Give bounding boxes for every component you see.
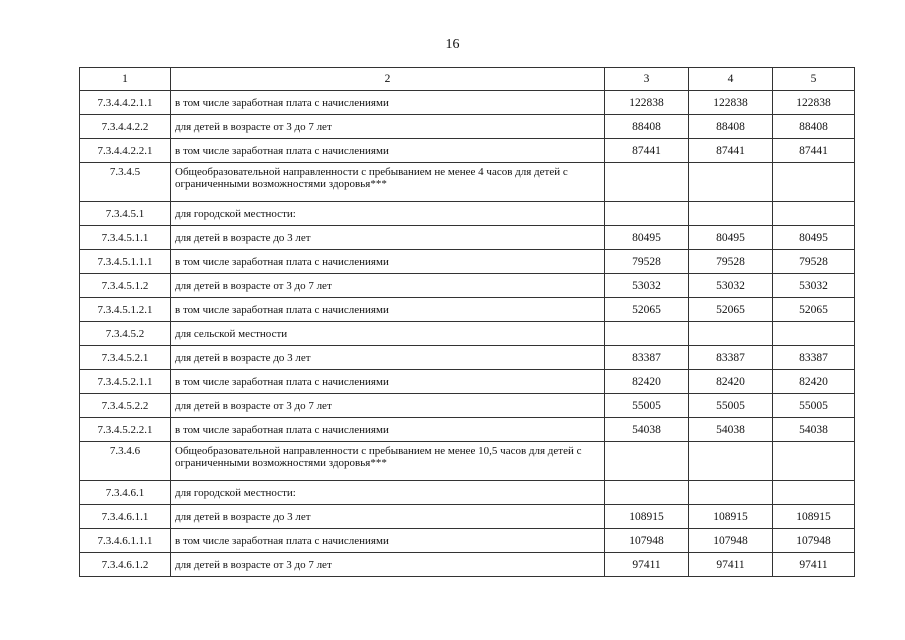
row-code-cell: 7.3.4.5.2.1 <box>80 346 171 370</box>
row-value-col4: 52065 <box>689 298 773 322</box>
row-value-col3: 52065 <box>605 298 689 322</box>
row-code-cell: 7.3.4.5.1.2 <box>80 274 171 298</box>
row-value-col4: 122838 <box>689 91 773 115</box>
row-code-cell: 7.3.4.6.1.2 <box>80 553 171 577</box>
row-value-col3: 53032 <box>605 274 689 298</box>
page-number: 16 <box>445 37 460 52</box>
header-cell-4: 4 <box>689 68 773 91</box>
row-code-cell: 7.3.4.5.2 <box>80 322 171 346</box>
table-row <box>80 553 855 577</box>
row-value-col3: 87441 <box>605 139 689 163</box>
row-description-cell: для детей в возрасте от 3 до 7 лет <box>171 115 605 139</box>
row-description-cell: в том числе заработная плата с начислениями <box>171 139 605 163</box>
row-description-cell: для детей в возрасте от 3 до 7 лет <box>171 274 605 298</box>
table-row <box>80 529 855 553</box>
table-row <box>80 370 855 394</box>
row-value-col3 <box>605 481 689 505</box>
row-description-cell: Общеобразовательной направленности с пребыванием не менее 4 часов для детей с ограниченными возможностями здоровья*** <box>171 163 605 202</box>
row-value-col5: 80495 <box>773 226 855 250</box>
table-row <box>80 481 855 505</box>
row-description-cell: для городской местности: <box>171 202 605 226</box>
table-row <box>80 226 855 250</box>
row-value-col5: 88408 <box>773 115 855 139</box>
table-row <box>80 346 855 370</box>
row-value-col4: 87441 <box>689 139 773 163</box>
header-cell-5: 5 <box>773 68 855 91</box>
table-row <box>80 91 855 115</box>
row-description-cell: для детей в возрасте от 3 до 7 лет <box>171 394 605 418</box>
row-description-cell: для детей в возрасте до 3 лет <box>171 346 605 370</box>
header-cell-2: 2 <box>171 68 605 91</box>
row-value-col4: 80495 <box>689 226 773 250</box>
header-cell-1: 1 <box>80 68 171 91</box>
row-value-col3: 97411 <box>605 553 689 577</box>
row-description-cell: для детей в возрасте от 3 до 7 лет <box>171 553 605 577</box>
row-code-cell: 7.3.4.4.2.2 <box>80 115 171 139</box>
row-value-col4: 97411 <box>689 553 773 577</box>
row-value-col3: 108915 <box>605 505 689 529</box>
row-description-cell: для сельской местности <box>171 322 605 346</box>
row-code-cell: 7.3.4.5 <box>80 163 171 202</box>
row-code-cell: 7.3.4.4.2.1.1 <box>80 91 171 115</box>
row-value-col3 <box>605 202 689 226</box>
row-value-col4: 55005 <box>689 394 773 418</box>
row-value-col3: 80495 <box>605 226 689 250</box>
row-value-col5: 87441 <box>773 139 855 163</box>
table-row <box>80 394 855 418</box>
row-code-cell: 7.3.4.5.1.2.1 <box>80 298 171 322</box>
row-value-col4 <box>689 442 773 481</box>
row-description-cell: в том числе заработная плата с начислениями <box>171 370 605 394</box>
row-code-cell: 7.3.4.5.2.2.1 <box>80 418 171 442</box>
table-row <box>80 274 855 298</box>
row-description-cell: для детей в возрасте до 3 лет <box>171 505 605 529</box>
row-value-col5: 54038 <box>773 418 855 442</box>
row-value-col4: 79528 <box>689 250 773 274</box>
row-value-col3: 122838 <box>605 91 689 115</box>
row-description-cell: Общеобразовательной направленности с пребыванием не менее 10,5 часов для детей с ограниченными возможностями здоровья*** <box>171 442 605 481</box>
row-value-col4: 88408 <box>689 115 773 139</box>
row-code-cell: 7.3.4.5.2.2 <box>80 394 171 418</box>
row-description-cell: для городской местности: <box>171 481 605 505</box>
table-row <box>80 139 855 163</box>
row-description-cell: в том числе заработная плата с начислениями <box>171 91 605 115</box>
row-value-col3: 107948 <box>605 529 689 553</box>
row-value-col5: 107948 <box>773 529 855 553</box>
row-value-col4 <box>689 163 773 202</box>
row-value-col3: 54038 <box>605 418 689 442</box>
row-value-col5 <box>773 202 855 226</box>
row-description-cell: в том числе заработная плата с начислениями <box>171 298 605 322</box>
row-value-col5: 97411 <box>773 553 855 577</box>
row-code-cell: 7.3.4.6.1.1 <box>80 505 171 529</box>
row-code-cell: 7.3.4.5.1 <box>80 202 171 226</box>
row-value-col4: 107948 <box>689 529 773 553</box>
row-code-cell: 7.3.4.6.1.1.1 <box>80 529 171 553</box>
tariff-table <box>79 67 855 577</box>
table-row <box>80 250 855 274</box>
row-code-cell: 7.3.4.6.1 <box>80 481 171 505</box>
row-value-col4: 83387 <box>689 346 773 370</box>
row-value-col4: 54038 <box>689 418 773 442</box>
table-row <box>80 322 855 346</box>
row-value-col5: 53032 <box>773 274 855 298</box>
row-value-col5 <box>773 442 855 481</box>
row-value-col5: 122838 <box>773 91 855 115</box>
row-value-col4 <box>689 202 773 226</box>
row-description-cell: для детей в возрасте до 3 лет <box>171 226 605 250</box>
table-row <box>80 115 855 139</box>
row-value-col5 <box>773 322 855 346</box>
row-description-cell: в том числе заработная плата с начислениями <box>171 529 605 553</box>
row-code-cell: 7.3.4.6 <box>80 442 171 481</box>
row-value-col4: 82420 <box>689 370 773 394</box>
row-value-col4: 53032 <box>689 274 773 298</box>
row-value-col5 <box>773 481 855 505</box>
row-code-cell: 7.3.4.5.2.1.1 <box>80 370 171 394</box>
row-value-col3: 88408 <box>605 115 689 139</box>
table-row <box>80 298 855 322</box>
row-value-col5: 55005 <box>773 394 855 418</box>
row-value-col3 <box>605 163 689 202</box>
row-value-col3: 83387 <box>605 346 689 370</box>
row-value-col5: 79528 <box>773 250 855 274</box>
row-value-col4 <box>689 481 773 505</box>
header-cell-3: 3 <box>605 68 689 91</box>
row-value-col3: 79528 <box>605 250 689 274</box>
table-row <box>80 202 855 226</box>
row-value-col4: 108915 <box>689 505 773 529</box>
table-row <box>80 418 855 442</box>
row-value-col5: 83387 <box>773 346 855 370</box>
row-code-cell: 7.3.4.4.2.2.1 <box>80 139 171 163</box>
row-value-col3: 55005 <box>605 394 689 418</box>
row-value-col4 <box>689 322 773 346</box>
row-value-col5: 82420 <box>773 370 855 394</box>
row-description-cell: в том числе заработная плата с начислениями <box>171 250 605 274</box>
table-header-row <box>80 68 855 91</box>
row-value-col5: 108915 <box>773 505 855 529</box>
table-row <box>80 163 855 202</box>
row-value-col5 <box>773 163 855 202</box>
row-value-col5: 52065 <box>773 298 855 322</box>
row-code-cell: 7.3.4.5.1.1 <box>80 226 171 250</box>
row-code-cell: 7.3.4.5.1.1.1 <box>80 250 171 274</box>
table-row <box>80 505 855 529</box>
row-value-col3: 82420 <box>605 370 689 394</box>
row-description-cell: в том числе заработная плата с начислениями <box>171 418 605 442</box>
row-value-col3 <box>605 442 689 481</box>
row-value-col3 <box>605 322 689 346</box>
table-row <box>80 442 855 481</box>
